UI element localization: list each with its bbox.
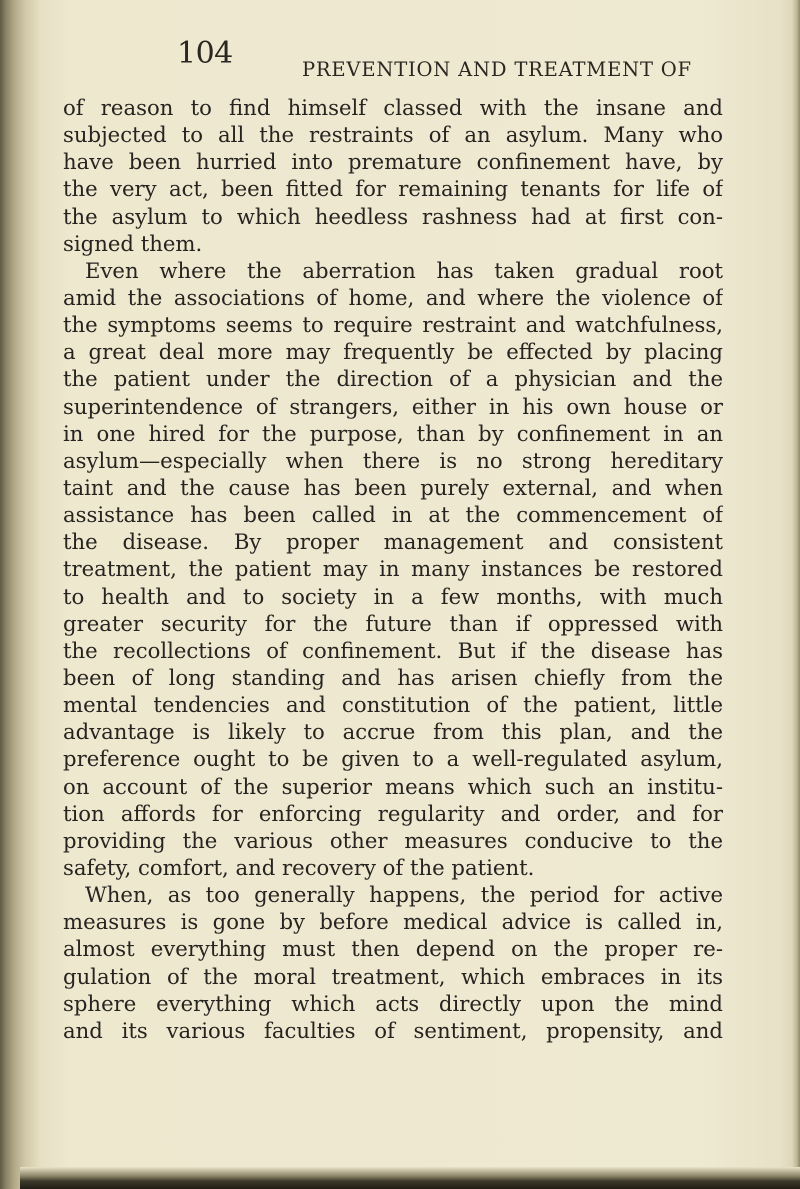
binding-gutter (0, 0, 40, 1189)
text-line: subjected to all the restraints of an asylum. Many who (63, 122, 723, 148)
text-line: When, as too generally happens, the period for active (85, 882, 723, 908)
text-line: taint and the cause has been purely external, and when (63, 474, 723, 500)
text-line: advantage is likely to accrue from this plan, and the (63, 719, 723, 745)
page-number: 104 (177, 36, 233, 71)
running-head: PREVENTION AND TREATMENT OF (302, 58, 692, 81)
text-line: the disease. By proper management and consistent (63, 529, 723, 555)
text-line: to health and to society in a few months, with much (63, 583, 723, 609)
text-line: treatment, the patient may in many instances be restored (63, 556, 723, 582)
text-line: safety, comfort, and recovery of the patient. (63, 854, 535, 880)
page-edge (792, 0, 800, 1189)
text-line: the symptoms seems to require restraint and watchfulness, (63, 312, 723, 338)
text-line: the very act, been fitted for remaining tenants for life of (63, 176, 723, 202)
text-line: sphere everything which acts directly upon the mind (63, 990, 723, 1016)
page-bottom-shadow (20, 1167, 800, 1189)
text-line: greater security for the future than if oppressed with (63, 610, 723, 636)
text-line: providing the various other measures conducive to the (63, 827, 723, 853)
text-line: the asylum to which heedless rashness had at first con- (63, 203, 723, 229)
text-line: superintendence of strangers, either in his own house or (63, 393, 723, 419)
text-line: the patient under the direction of a physician and the (63, 366, 723, 392)
text-line: have been hurried into premature confinement have, by (63, 149, 723, 175)
text-line: almost everything must then depend on the proper re- (63, 936, 723, 962)
text-line: a great deal more may frequently be effected by placing (63, 339, 723, 365)
text-line: amid the associations of home, and where the violence of (63, 284, 723, 310)
text-line: signed them. (63, 230, 203, 256)
text-line: gulation of the moral treatment, which embraces in its (63, 963, 723, 989)
text-line: tion affords for enforcing regularity and order, and for (63, 800, 723, 826)
text-line: preference ought to be given to a well-regulated asylum, (63, 746, 723, 772)
text-line: been of long standing and has arisen chiefly from the (63, 664, 723, 690)
text-line: on account of the superior means which such an institu- (63, 773, 723, 799)
text-line: and its various faculties of sentiment, propensity, and (63, 1017, 723, 1043)
body-text (63, 94, 723, 1044)
text-line: asylum—especially when there is no strong hereditary (63, 447, 723, 473)
text-line: the recollections of confinement. But if the disease has (63, 637, 723, 663)
text-line: measures is gone by before medical advice is called in, (63, 909, 723, 935)
text-line: assistance has been called in at the commencement of (63, 502, 723, 528)
text-line: of reason to find himself classed with the insane and (63, 95, 723, 120)
text-line: in one hired for the purpose, than by confinement in an (63, 420, 723, 446)
text-line: mental tendencies and constitution of the patient, little (63, 692, 723, 718)
text-line: Even where the aberration has taken gradual root (85, 257, 723, 283)
